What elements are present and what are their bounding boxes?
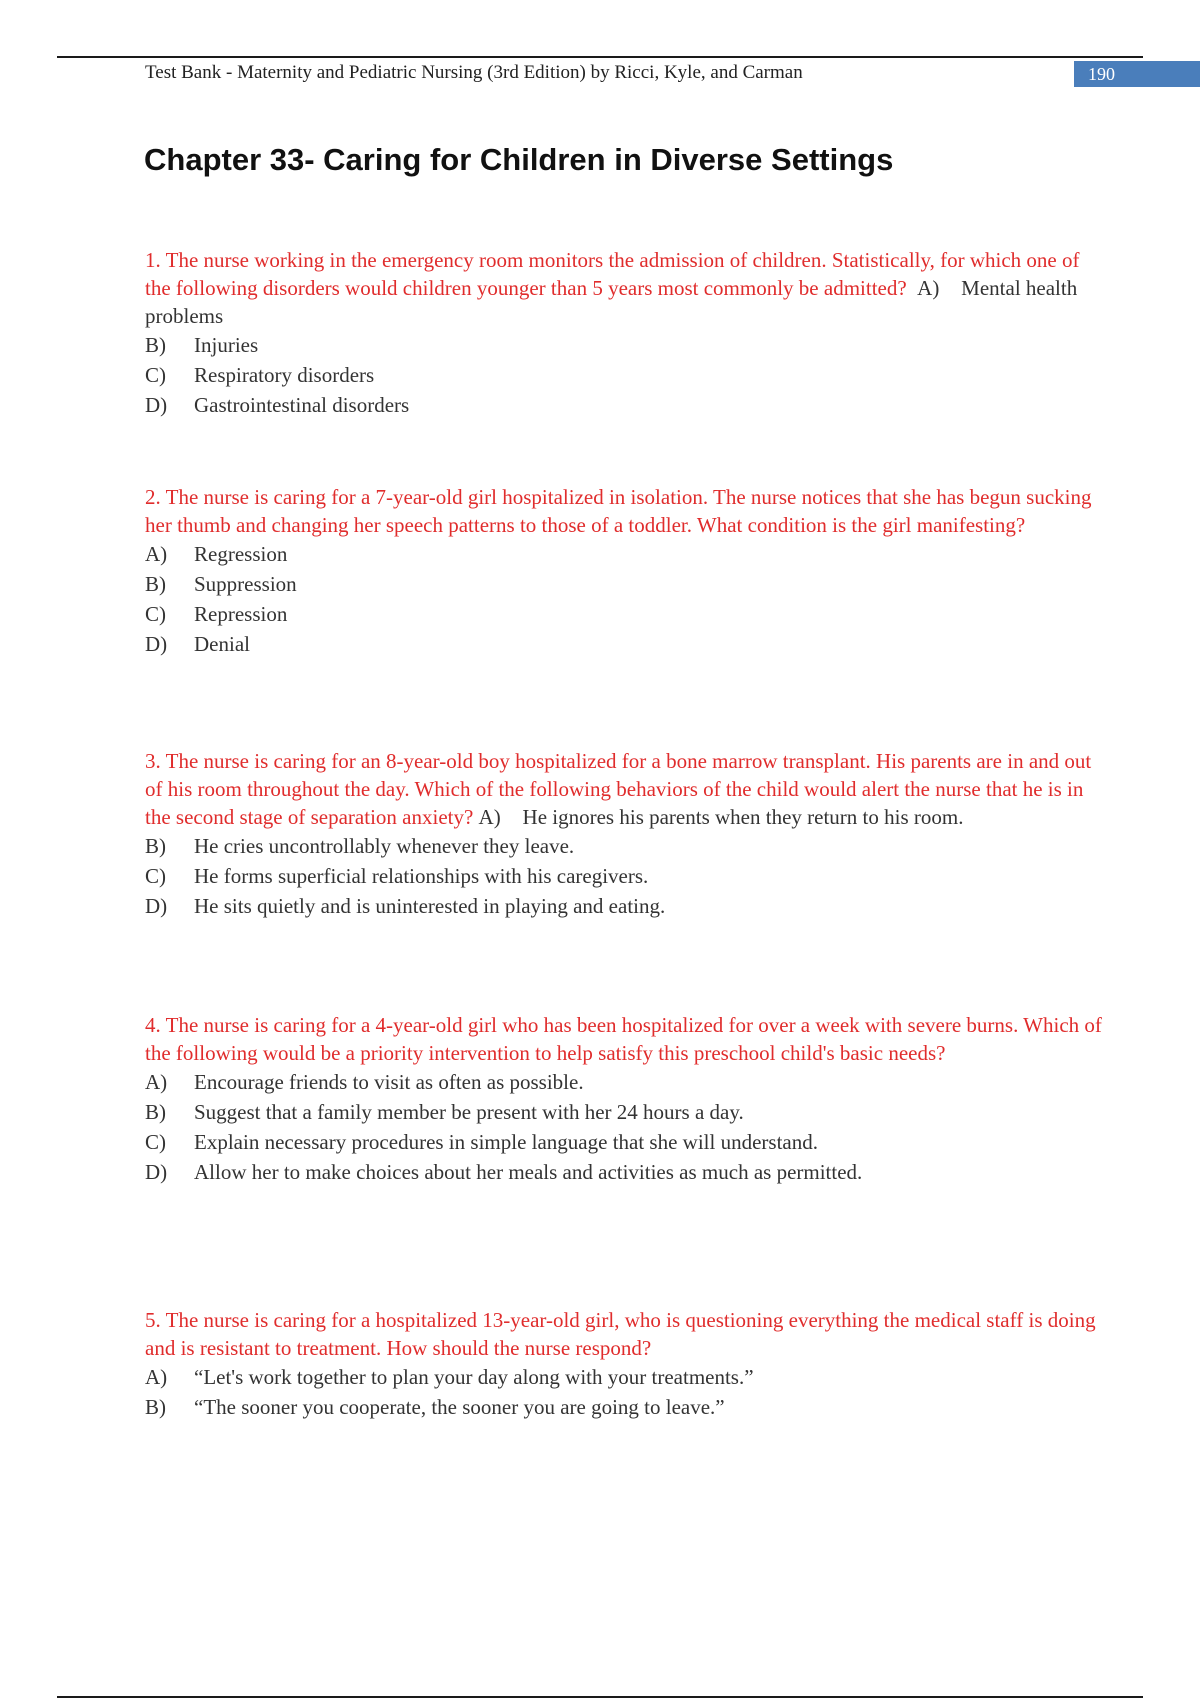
- option-b: B) Injuries: [145, 333, 259, 357]
- option-c: C) He forms superficial relationships with his caregivers.: [145, 864, 649, 888]
- question-2: [145, 483, 1105, 659]
- page-number-badge: 190: [1074, 61, 1200, 87]
- question-stem: 5. The nurse is caring for a hospitalized 13-year-old girl, who is questioning everything the medical staff is doing and is resistant to treatment. How should the nurse respond?: [145, 1308, 1096, 1360]
- question-3: [145, 747, 1105, 921]
- option-a: A) Encourage friends to visit as often as possible.: [145, 1070, 584, 1094]
- question-4: [145, 1011, 1105, 1187]
- option-a: A) Mental health problems: [145, 276, 1078, 328]
- question-stem: 3. The nurse is caring for an 8-year-old boy hospitalized for a bone marrow transplant. His parents are in and out of his room throughout the day. Which of the following behaviors of the child would alert the nurse that he is in the second stage of separation anxiety? A) He ignores his parents when they return to his room.: [145, 749, 1092, 829]
- option-b: B) “The sooner you cooperate, the sooner you are going to leave.”: [145, 1395, 725, 1419]
- option-a: A) He ignores his parents when they return to his room.: [478, 805, 964, 829]
- question-stem: 2. The nurse is caring for a 7-year-old girl hospitalized in isolation. The nurse notices that she has begun sucking her thumb and changing her speech patterns to those of a toddler. What condition is the girl manifesting?: [145, 485, 1092, 537]
- option-c: C) Respiratory disorders: [145, 363, 375, 387]
- option-a: A) “Let's work together to plan your day along with your treatments.”: [145, 1365, 754, 1389]
- footer-rule: [57, 1696, 1143, 1698]
- option-d: D) Allow her to make choices about her meals and activities as much as permitted.: [145, 1160, 863, 1184]
- option-d: D) Gastrointestinal disorders: [145, 393, 410, 417]
- option-c: C) Repression: [145, 602, 288, 626]
- option-b: B) Suppression: [145, 572, 297, 596]
- option-c: C) Explain necessary procedures in simple language that she will understand.: [145, 1130, 818, 1154]
- option-b: B) He cries uncontrollably whenever they leave.: [145, 834, 575, 858]
- running-header: Test Bank - Maternity and Pediatric Nursing (3rd Edition) by Ricci, Kyle, and Carman: [145, 62, 803, 83]
- header-rule: [57, 56, 1143, 58]
- option-d: D) Denial: [145, 632, 250, 656]
- question-stem: 4. The nurse is caring for a 4-year-old girl who has been hospitalized for over a week with severe burns. Which of the following would be a priority intervention to help satisfy this preschool child's basic needs?: [145, 1013, 1102, 1065]
- option-d: D) He sits quietly and is uninterested in playing and eating.: [145, 894, 666, 918]
- chapter-title: Chapter 33- Caring for Children in Diverse Settings: [144, 142, 894, 177]
- option-a: A) Regression: [145, 542, 288, 566]
- option-b: B) Suggest that a family member be present with her 24 hours a day.: [145, 1100, 744, 1124]
- question-5: [145, 1306, 1105, 1422]
- question-stem: 1. The nurse working in the emergency room monitors the admission of children. Statistically, for which one of the following disorders would children younger than 5 years most commonly be admitted? A) Mental health problems: [145, 248, 1080, 328]
- question-1: [145, 246, 1105, 420]
